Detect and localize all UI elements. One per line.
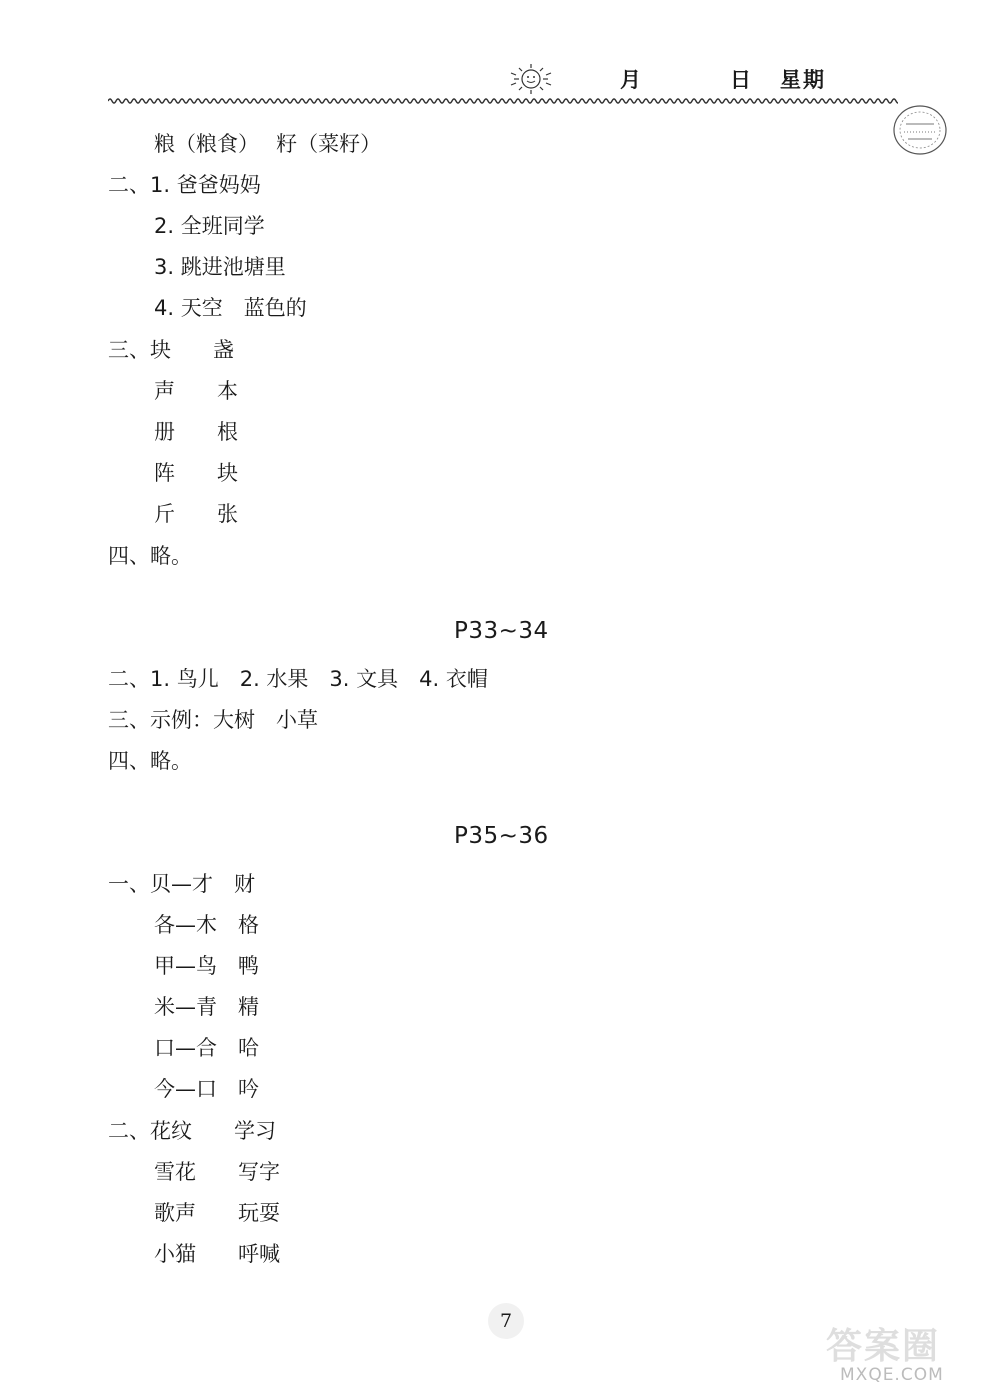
answer-line: 声 本 [154,379,238,403]
watermark-logo: 答案圈 [826,1326,941,1367]
sun-icon [508,62,554,96]
page-number: 7 [488,1303,524,1339]
answer-line: 二、花纹 学习 [108,1119,276,1143]
section-heading: P35~36 [454,823,549,849]
answer-line: 粮（粮食） 籽（菜籽） [154,132,382,156]
section-heading: P33~34 [454,618,549,644]
answer-line: 4. 天空 蓝色的 [154,296,307,320]
answer-line: 阵 块 [154,461,238,485]
answer-line: 米—青 精 [154,995,259,1019]
answer-line: 四、略。 [108,749,192,773]
answer-line: 册 根 [154,420,238,444]
answer-line: 三、块 盏 [108,338,234,362]
answer-line: 雪花 写字 [154,1160,280,1184]
answer-line: 各—木 格 [154,913,259,937]
header-weekday-label: 星期 [780,68,826,92]
answer-line: 二、1. 鸟儿 2. 水果 3. 文具 4. 衣帽 [108,667,488,691]
answer-line: 四、略。 [108,544,192,568]
answer-line: 口—合 哈 [154,1036,259,1060]
answer-line: 今—口 吟 [154,1077,259,1101]
answer-line: 小猫 呼喊 [154,1242,280,1266]
answer-line: 三、示例：大树 小草 [108,708,318,732]
header-divider [108,96,898,106]
answer-line: 歌声 玩耍 [154,1201,280,1225]
header-month-label: 月 [620,68,643,92]
answer-line: 一、贝—才 财 [108,872,255,896]
answer-line: 甲—鸟 鸭 [154,954,259,978]
watermark-url: MXQE.COM [840,1365,944,1385]
header-day-label: 日 [730,68,753,92]
answer-line: 斤 张 [154,502,238,526]
answer-line: 2. 全班同学 [154,214,265,238]
answer-line: 3. 跳进池塘里 [154,255,286,279]
stamp-icon [890,102,950,158]
answer-line: 二、1. 爸爸妈妈 [108,173,261,197]
